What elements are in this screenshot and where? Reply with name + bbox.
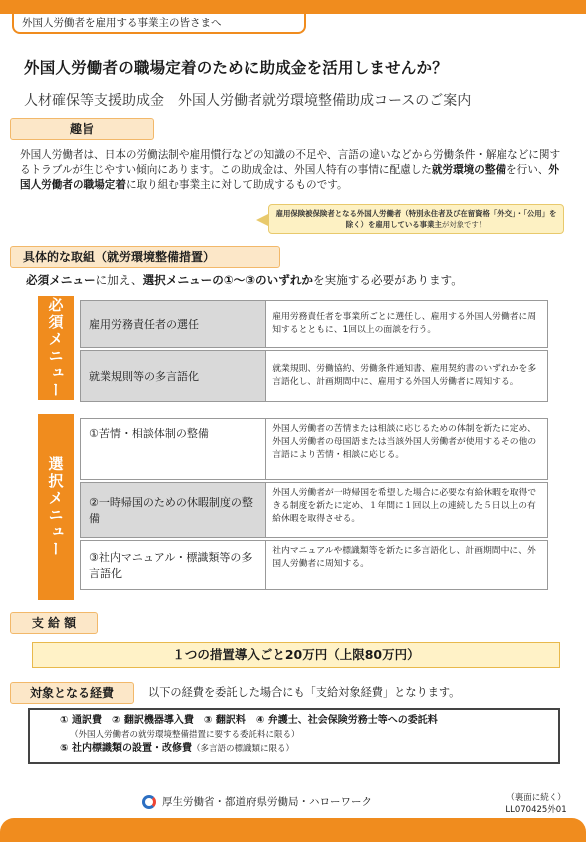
cost-line-1: ① 通訳費 ② 翻訳機器導入費 ③ 翻訳料 ④ 弁護士、社会保険労務士等への委託料: [60, 715, 438, 726]
menu-item-desc: 外国人労働者の苦情または相談に応じるための体制を新たに定め、外国人労働者の母国語または当該外国人労働者が使用するその他の言語により苦情・相談に応じる。: [266, 419, 547, 479]
required-menu-label: 必須メニュー: [38, 296, 74, 400]
table-row: [80, 482, 548, 538]
page-title: 外国人労働者の職場定着のために助成金を活用しませんか？: [24, 59, 448, 77]
table-row: [80, 300, 548, 348]
menu-item-name: 就業規則等の多言語化: [81, 351, 266, 401]
table-row: [80, 540, 548, 590]
ministry-logo-icon: [142, 795, 156, 809]
measures-heading: 具体的な取組（就労環境整備措置）: [10, 246, 280, 268]
menu-item-desc: 社内マニュアルや標識類等を新たに多言語化し、計画期間中に、外国人労働者に周知する。: [266, 541, 547, 589]
menu-item-desc: 就業規則、労働協約、労働条件通知書、雇用契約書のいずれかを多言語化し、計画期間中に、雇用する外国人労働者に周知する。: [266, 351, 547, 401]
menu-item-desc: 雇用労務責任者を事業所ごとに選任し、雇用する外国人労働者に周知するとともに、1回以上の面談を行う。: [266, 301, 547, 347]
purpose-heading: 趣旨: [10, 118, 154, 140]
top-accent-bar: [0, 0, 586, 14]
amount-value: １つの措置導入ごと20万円（上限80万円）: [32, 642, 560, 668]
document-code: LL070425外01: [505, 805, 567, 815]
measures-intro: 必須メニューに加え、選択メニューの①～③のいずれかを実施する必要があります。: [26, 273, 463, 287]
footer-organization: 厚生労働省・都道府県労働局・ハローワーク: [142, 794, 442, 809]
amount-heading: 支 給 額: [10, 612, 98, 634]
footer-continued: [496, 792, 576, 816]
callout-pointer: [256, 214, 268, 226]
purpose-text: 外国人労働者は、日本の労働法制や雇用慣行などの知識の不足や、言語の違いなどから労働条件・解雇などに関するトラブルが生じやすい傾向にあります。この助成金は、外国人特有の事情に配慮した就労環境の整備を行い、外国人労働者の職場定着に取り組む事業主に対して助成するものです。: [20, 149, 561, 191]
cost-note-1: （外国人労働者の就労環境整備措置に要する委託料に限る）: [70, 730, 300, 740]
menu-item-name: ②一時帰国のための休暇制度の整備: [81, 483, 266, 537]
continued-note: （裏面に続く）: [506, 793, 566, 803]
costs-heading: 対象となる経費: [10, 682, 134, 704]
costs-list: [28, 708, 560, 764]
cost-line-2: ⑤ 社内標識類の設置・改修費: [60, 743, 192, 754]
bottom-accent-bar: [0, 818, 586, 842]
required-menu-table: [80, 300, 548, 402]
menu-item-name: ③社内マニュアル・標識類等の多言語化: [81, 541, 266, 589]
optional-menu-label: 選択メニュー: [38, 414, 74, 600]
eligibility-callout: 雇用保険被保険者となる外国人労働者（特別永住者及び在留資格「外交」・「公用」を除く）を雇用している事業主が対象です！: [268, 204, 564, 234]
table-row: [80, 350, 548, 402]
cost-note-2: （多言語の標識類に限る）: [191, 744, 294, 754]
menu-item-desc: 外国人労働者が一時帰国を希望した場合に必要な有給休暇を取得できる制度を新たに定め、１年間に１回以上の連続した５日以上の有給休暇を取得させる。: [266, 483, 547, 537]
costs-intro: 以下の経費を委託した場合にも「支給対象経費」となります。: [148, 686, 461, 699]
audience-label: 外国人労働者を雇用する事業主の皆さまへ: [12, 14, 306, 34]
menu-item-name: ①苦情・相談体制の整備: [81, 419, 266, 479]
page-subtitle: 人材確保等支援助成金 外国人労働者就労環境整備助成コースのご案内: [24, 93, 472, 109]
optional-menu-table: [80, 418, 548, 590]
menu-item-name: 雇用労務責任者の選任: [81, 301, 266, 347]
table-row: [80, 418, 548, 480]
